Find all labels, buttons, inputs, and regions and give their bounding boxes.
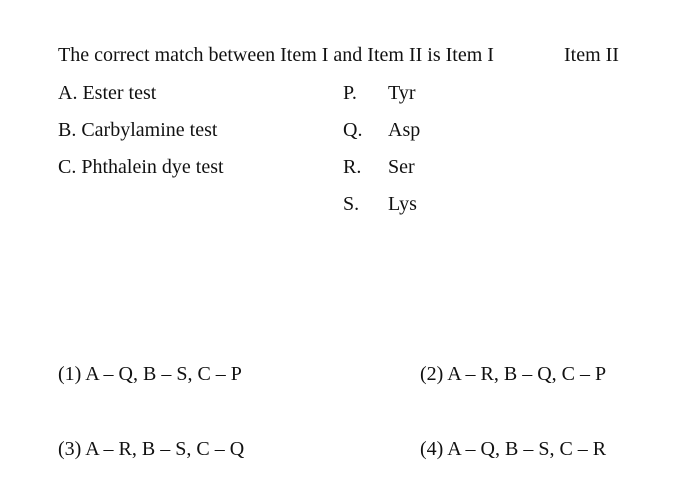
- item-i-b: B. Carbylamine test: [58, 119, 218, 141]
- item-i-a: A. Ester test: [58, 82, 157, 104]
- item-ii-q-value: Asp: [388, 119, 421, 141]
- item-ii-heading: Item II: [564, 44, 619, 66]
- item-ii-p-key: P.: [343, 82, 357, 104]
- option-1: (1) A – Q, B – S, C – P: [58, 363, 242, 385]
- question-stem: The correct match between Item I and Item II is Item I: [58, 44, 494, 66]
- item-ii-q-key: Q.: [343, 119, 363, 141]
- item-ii-p-value: Tyr: [388, 82, 416, 104]
- item-i-c: C. Phthalein dye test: [58, 156, 224, 178]
- item-ii-s-key: S.: [343, 193, 360, 215]
- item-ii-r-value: Ser: [388, 156, 415, 178]
- item-ii-s-value: Lys: [388, 193, 417, 215]
- option-4: (4) A – Q, B – S, C – R: [420, 438, 607, 460]
- option-3: (3) A – R, B – S, C – Q: [58, 438, 245, 460]
- item-ii-r-key: R.: [343, 156, 362, 178]
- option-2: (2) A – R, B – Q, C – P: [420, 363, 607, 385]
